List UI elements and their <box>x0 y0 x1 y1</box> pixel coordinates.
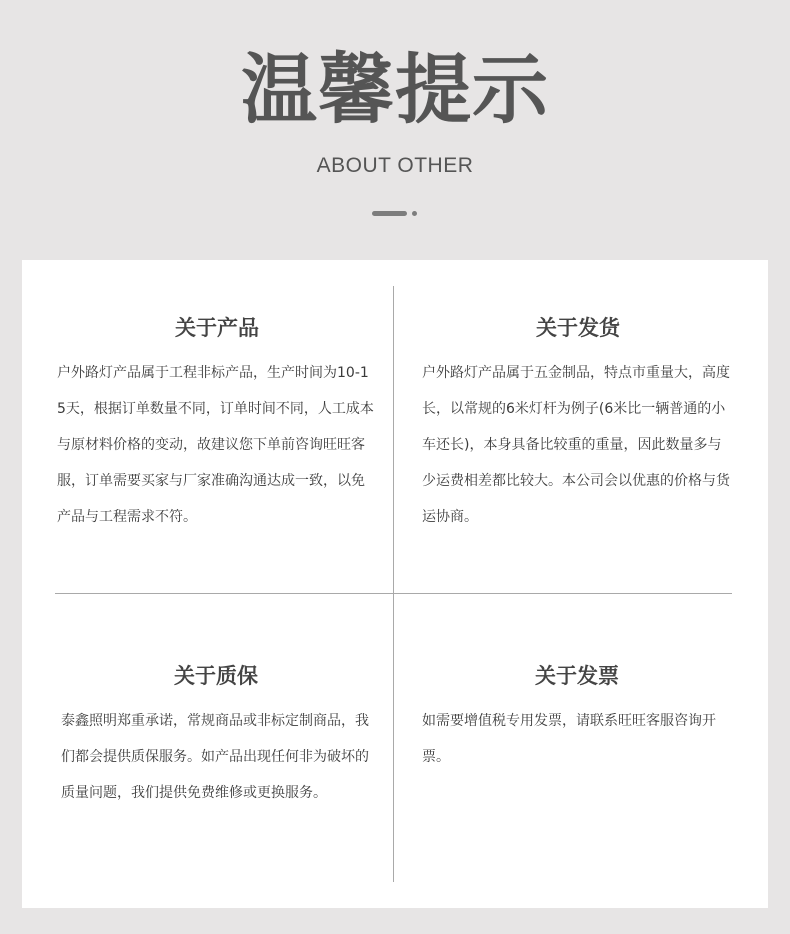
section-body: 如需要增值税专用发票，请联系旺旺客服咨询开票。 <box>422 713 716 765</box>
divider-dash <box>372 211 407 216</box>
divider-dot <box>412 211 417 216</box>
section-body: 户外路灯产品属于五金制品，特点市重量大，高度长，以常规的6米灯杆为例子(6米比一辆普通的小车还长)，本身具备比较重的重量，因此数量多与少运费相差都比较大。本公司会以优惠的价格与货运协商。 <box>422 365 730 525</box>
section-title: 关于发货 <box>536 316 620 340</box>
section-body: 泰鑫照明郑重承诺，常规商品或非标定制商品，我们都会提供质保服务。如产品出现任何非为破坏的质量问题，我们提供免费维修或更换服务。 <box>61 713 369 801</box>
section-warranty <box>61 661 371 811</box>
info-card <box>22 260 768 908</box>
page-subtitle: ABOUT OTHER <box>316 154 474 177</box>
section-invoice <box>422 661 732 775</box>
section-body: 户外路灯产品属于工程非标产品，生产时间为10-15天，根据订单数量不同，订单时间不同，人工成本与原材料价格的变动，故建议您下单前咨询旺旺客服，订单需要买家与厂家准确沟通达成一致，以免产品与工程需求不符。 <box>57 365 374 525</box>
page-title: 温馨提示 <box>241 45 549 134</box>
vertical-divider <box>393 286 394 882</box>
section-product <box>57 313 377 535</box>
section-shipping <box>422 313 734 535</box>
horizontal-divider <box>55 593 732 594</box>
section-title: 关于产品 <box>175 316 259 340</box>
section-title: 关于质保 <box>174 664 258 688</box>
section-title: 关于发票 <box>535 664 619 688</box>
